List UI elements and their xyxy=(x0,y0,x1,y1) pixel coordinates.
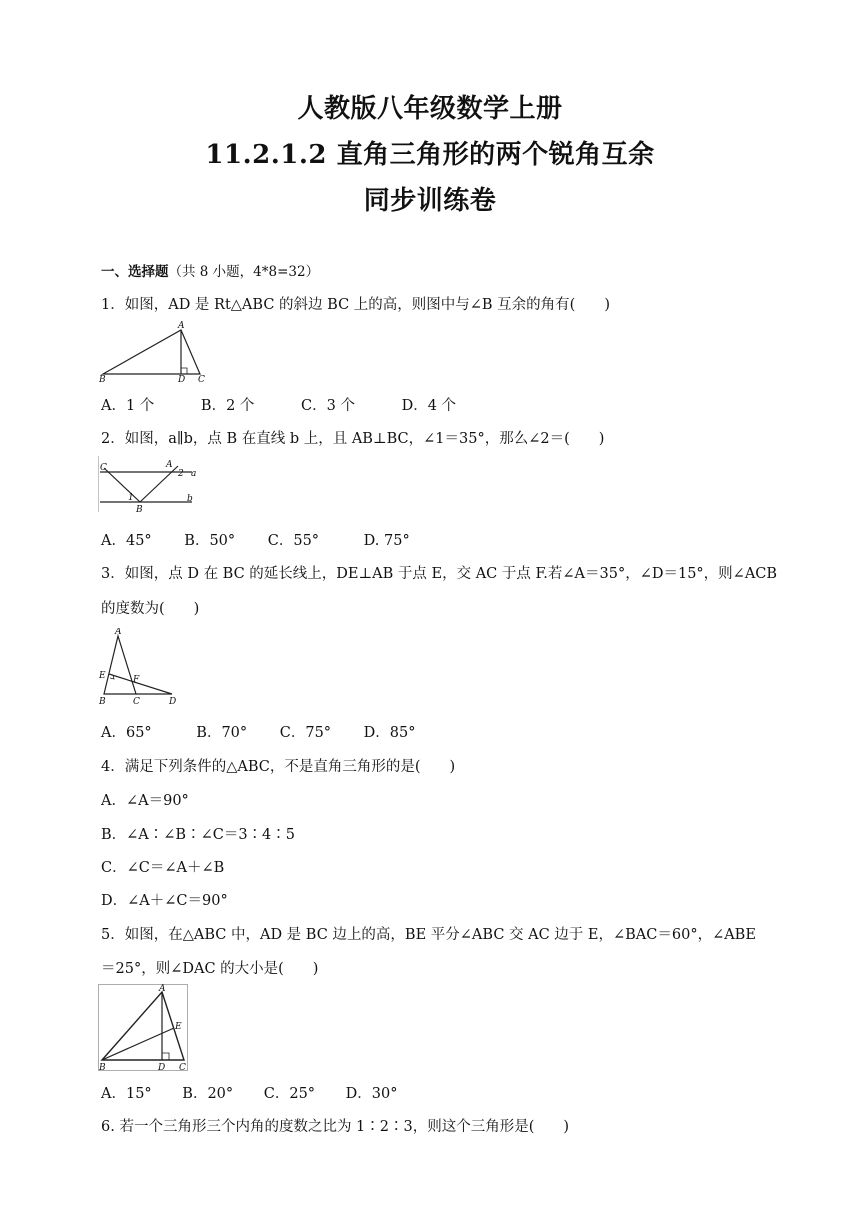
q5-label-c: C xyxy=(179,1063,186,1072)
section-note: （共 8 小题，4*8=32） xyxy=(168,264,320,280)
q1-figure xyxy=(98,318,213,386)
q1-option-a: A．1 个 xyxy=(101,398,155,414)
question-3-stem-line-1: 3．如图，点 D 在 BC 的延长线上，DE⊥AB 于点 E，交 AC 于点 F.若∠A＝35°，∠D＝15°，则∠ACB xyxy=(101,566,778,582)
q2-label-2: 2 xyxy=(178,469,184,479)
q5-triangle-abc xyxy=(102,992,184,1060)
q2-option-c: C．55° xyxy=(267,533,320,549)
q5-label-b: B xyxy=(99,1063,106,1072)
q3-option-a: A．65° xyxy=(101,725,152,741)
q2-option-d: D. 75° xyxy=(363,533,410,549)
title-line-3: 同步训练卷 xyxy=(363,186,497,216)
q5-label-e: E xyxy=(175,1022,182,1032)
q3-options xyxy=(101,721,416,742)
question-6-stem: 6. 若一个三角形三个内角的度数之比为 1∶2∶3，则这个三角形是( ) xyxy=(101,1119,570,1135)
section-title: 一、选择题 xyxy=(101,264,169,280)
q2-option-a: A．45° xyxy=(101,533,152,549)
q1-label-d: D xyxy=(178,375,186,385)
q5-option-b: B．20° xyxy=(182,1086,234,1102)
q2-figure xyxy=(98,454,203,514)
q2-segment-bc xyxy=(104,468,140,502)
title-line-2: 11.2.1.2 直角三角形的两个锐角互余 xyxy=(205,140,655,170)
q5-figure xyxy=(98,984,190,1072)
q2-segment-ab xyxy=(140,466,178,502)
q3-option-c: C．75° xyxy=(279,725,332,741)
q5-bisector-be xyxy=(102,1028,174,1060)
q1-label-a: A xyxy=(178,321,185,331)
q5-right-angle-mark xyxy=(162,1053,169,1060)
question-5-stem-line-1: 5．如图，在△ABC 中，AD 是 BC 边上的高，BE 平分∠ABC 交 AC 边于 E，∠BAC＝60°，∠ABE xyxy=(101,927,756,943)
q1-right-angle-mark xyxy=(181,368,187,374)
q3-right-angle-mark xyxy=(110,675,114,679)
q5-options xyxy=(101,1082,398,1103)
question-2-stem: 2．如图，a∥b，点 B 在直线 b 上，且 AB⊥BC，∠1＝35°，那么∠2＝( ) xyxy=(101,431,605,447)
title-line-1: 人教版八年级数学上册 xyxy=(297,94,563,124)
q3-label-b: B xyxy=(99,697,106,706)
q3-segment-de xyxy=(109,674,172,694)
q5-option-c: C．25° xyxy=(263,1086,316,1102)
question-3-stem-line-2: 的度数为( ) xyxy=(101,601,200,617)
q3-triangle-abc xyxy=(104,636,136,694)
q2-label-line-a: a xyxy=(191,469,197,479)
question-5-stem-line-2: ＝25°，则∠DAC 的大小是( ) xyxy=(101,961,319,977)
q2-options xyxy=(101,529,410,550)
q3-figure xyxy=(98,628,183,706)
q2-label-c: C xyxy=(100,463,107,473)
q2-label-a: A xyxy=(166,460,173,470)
question-4-stem: 4．满足下列条件的△ABC，不是直角三角形的是( ) xyxy=(101,759,456,775)
q3-label-e: E xyxy=(99,671,106,681)
q2-label-line-b: b xyxy=(187,494,193,504)
q4-option-d: D．∠A＋∠C＝90° xyxy=(101,893,228,909)
q5-label-d: D xyxy=(158,1063,166,1072)
q1-label-b: B xyxy=(99,375,106,385)
q3-option-b: B．70° xyxy=(196,725,248,741)
question-1-stem: 1．如图，AD 是 Rt△ABC 的斜边 BC 上的高，则图中与∠B 互余的角有( ) xyxy=(101,297,610,313)
q5-label-a: A xyxy=(159,984,166,994)
q4-option-c: C．∠C＝∠A＋∠B xyxy=(101,860,225,876)
q3-label-c: C xyxy=(133,697,140,706)
q2-label-b: B xyxy=(136,505,143,514)
q5-option-a: A．15° xyxy=(101,1086,152,1102)
q2-label-1: 1 xyxy=(128,493,134,503)
q1-label-c: C xyxy=(198,375,205,385)
section-heading xyxy=(101,260,319,280)
q1-option-d: D．4 个 xyxy=(401,398,457,414)
q3-label-a: A xyxy=(115,628,122,637)
q1-option-c: C．3 个 xyxy=(301,398,355,414)
q3-label-f: F xyxy=(133,675,140,685)
q1-options xyxy=(101,394,456,415)
q2-option-b: B．50° xyxy=(184,533,236,549)
q5-option-d: D．30° xyxy=(345,1086,398,1102)
q4-option-a: A．∠A＝90° xyxy=(101,793,189,809)
q3-option-d: D．85° xyxy=(363,725,416,741)
q1-triangle-abc xyxy=(103,330,200,374)
q1-option-b: B．2 个 xyxy=(200,398,255,414)
q4-option-b: B．∠A∶∠B∶∠C＝3∶4∶5 xyxy=(101,827,296,843)
q3-label-d: D xyxy=(169,697,177,706)
